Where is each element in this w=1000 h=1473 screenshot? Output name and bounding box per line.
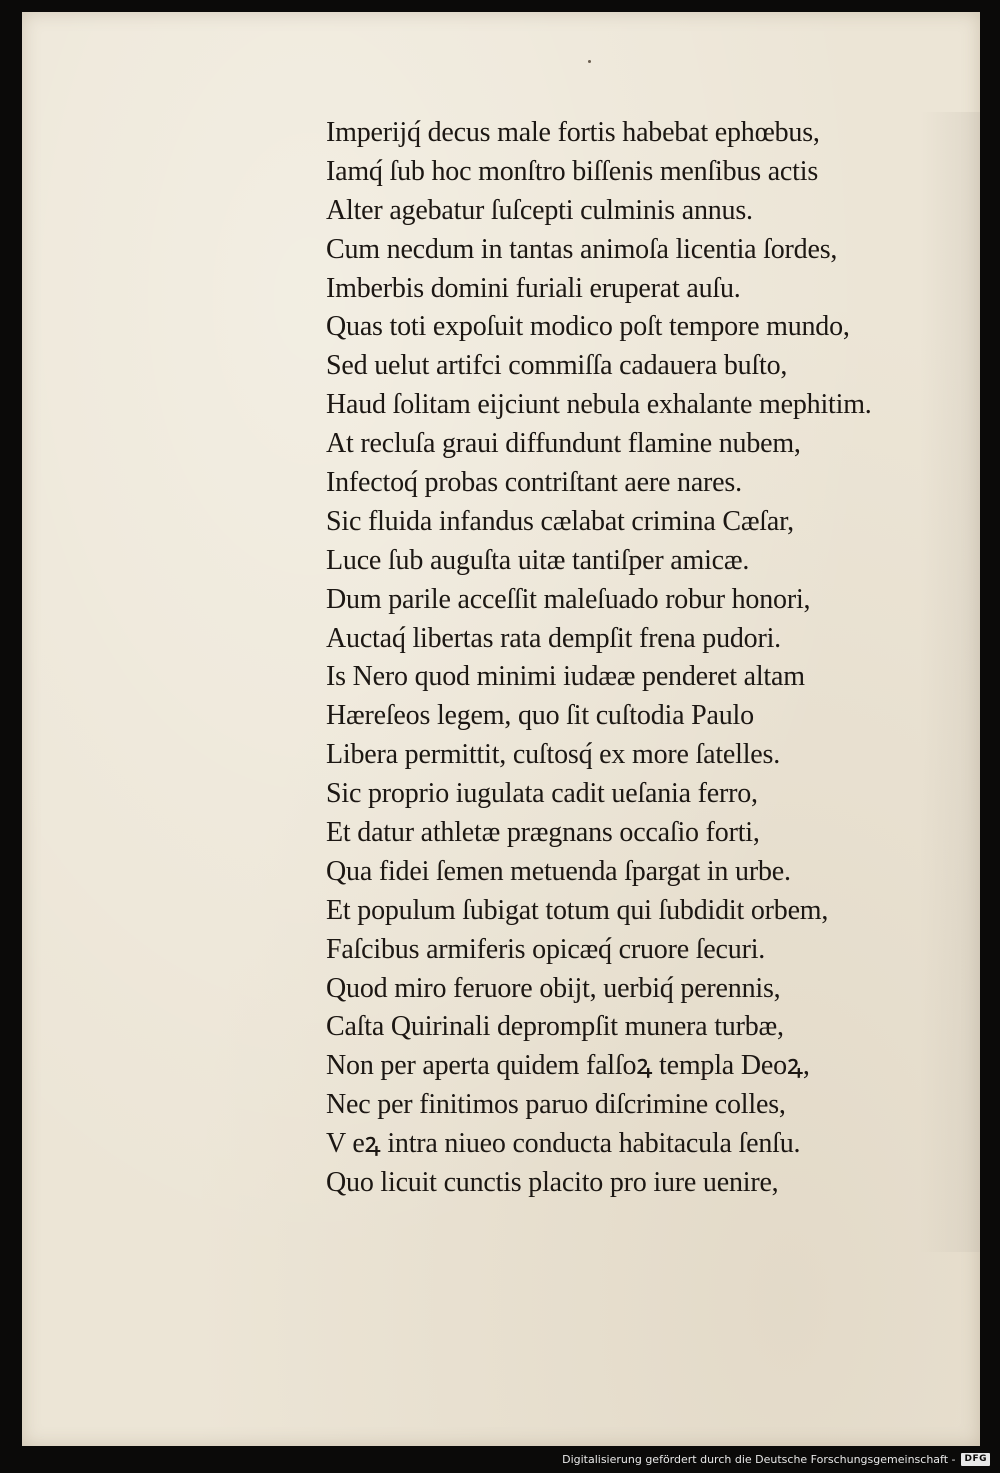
dfg-logo-icon: DFG <box>961 1453 990 1466</box>
verse-line: Auctaq́ libertas rata dempſit frena pudori. <box>326 622 781 654</box>
verse-line: Alter agebatur ſuſcepti culminis annus. <box>326 194 753 226</box>
verse-text-block <box>326 114 872 1203</box>
ink-speck <box>588 60 591 63</box>
verse-line: Non per aperta quidem falſoꝝ templa Deoꝝ, <box>326 1050 810 1082</box>
verse-line: Iamq́ ſub hoc monſtro biſſenis menſibus actis <box>326 155 819 187</box>
verse-line: Is Nero quod minimi iudææ penderet altam <box>326 661 805 693</box>
verse-line: Imberbis domini furiali eruperat auſu. <box>326 272 741 304</box>
verse-line: Hæreſeos legem, quo ſit cuſtodia Paulo <box>326 700 754 732</box>
verse-line: Dum parile acceſſit maleſuado robur honori, <box>326 583 811 615</box>
verse-line: Libera permittit, cuſtosq́ ex more ſatelles. <box>326 739 781 771</box>
verse-line: Infectoq́ probas contriſtant aere nares. <box>326 467 742 499</box>
verse-line: Nec per finitimos paruo diſcrimine colles, <box>326 1089 786 1121</box>
funding-credit-text: Digitalisierung gefördert durch die Deutsche Forschungsgemeinschaft - <box>562 1452 956 1466</box>
digitization-credit <box>562 1451 990 1467</box>
verse-line: Sic fluida infandus cælabat crimina Cæſar, <box>326 505 794 537</box>
verse-line: Imperijq́ decus male fortis habebat ephœbus, <box>326 117 820 148</box>
verse-line: At recluſa graui diffundunt flamine nubem, <box>326 428 801 460</box>
verse-line: Caſta Quirinali deprompſit munera turbæ, <box>326 1011 784 1043</box>
verse-line: Quo licuit cunctis placito pro iure uenire, <box>326 1167 779 1199</box>
verse-line: Quas toti expoſuit modico poſt tempore mundo, <box>326 311 850 343</box>
verse-line: Et datur athletæ prægnans occaſio forti, <box>326 817 760 849</box>
verse-line: V eꝝ intra niueo conducta habitacula ſenſu. <box>326 1128 801 1160</box>
book-page <box>22 12 980 1446</box>
verse-line: Quod miro feruore obijt, uerbiq́ perennis, <box>326 972 781 1004</box>
verse-line: Et populum ſubigat totum qui ſubdidit orbem, <box>326 894 829 926</box>
verse-line: Sic proprio iugulata cadit ueſania ferro, <box>326 778 758 810</box>
verse-line: Sed uelut artifci commiſſa cadauera buſto, <box>326 350 788 382</box>
show-through-shadow <box>920 112 980 1252</box>
verse-line: Qua fidei ſemen metuenda ſpargat in urbe. <box>326 855 791 887</box>
verse-line: Luce ſub auguſta uitæ tantiſper amicæ. <box>326 544 750 576</box>
verse-line: Faſcibus armiferis opicæq́ cruore ſecuri. <box>326 933 766 965</box>
verse-line: Haud ſolitam eijciunt nebula exhalante mephitim. <box>326 389 872 421</box>
verse-line: Cum necdum in tantas animoſa licentia ſordes, <box>326 233 838 265</box>
